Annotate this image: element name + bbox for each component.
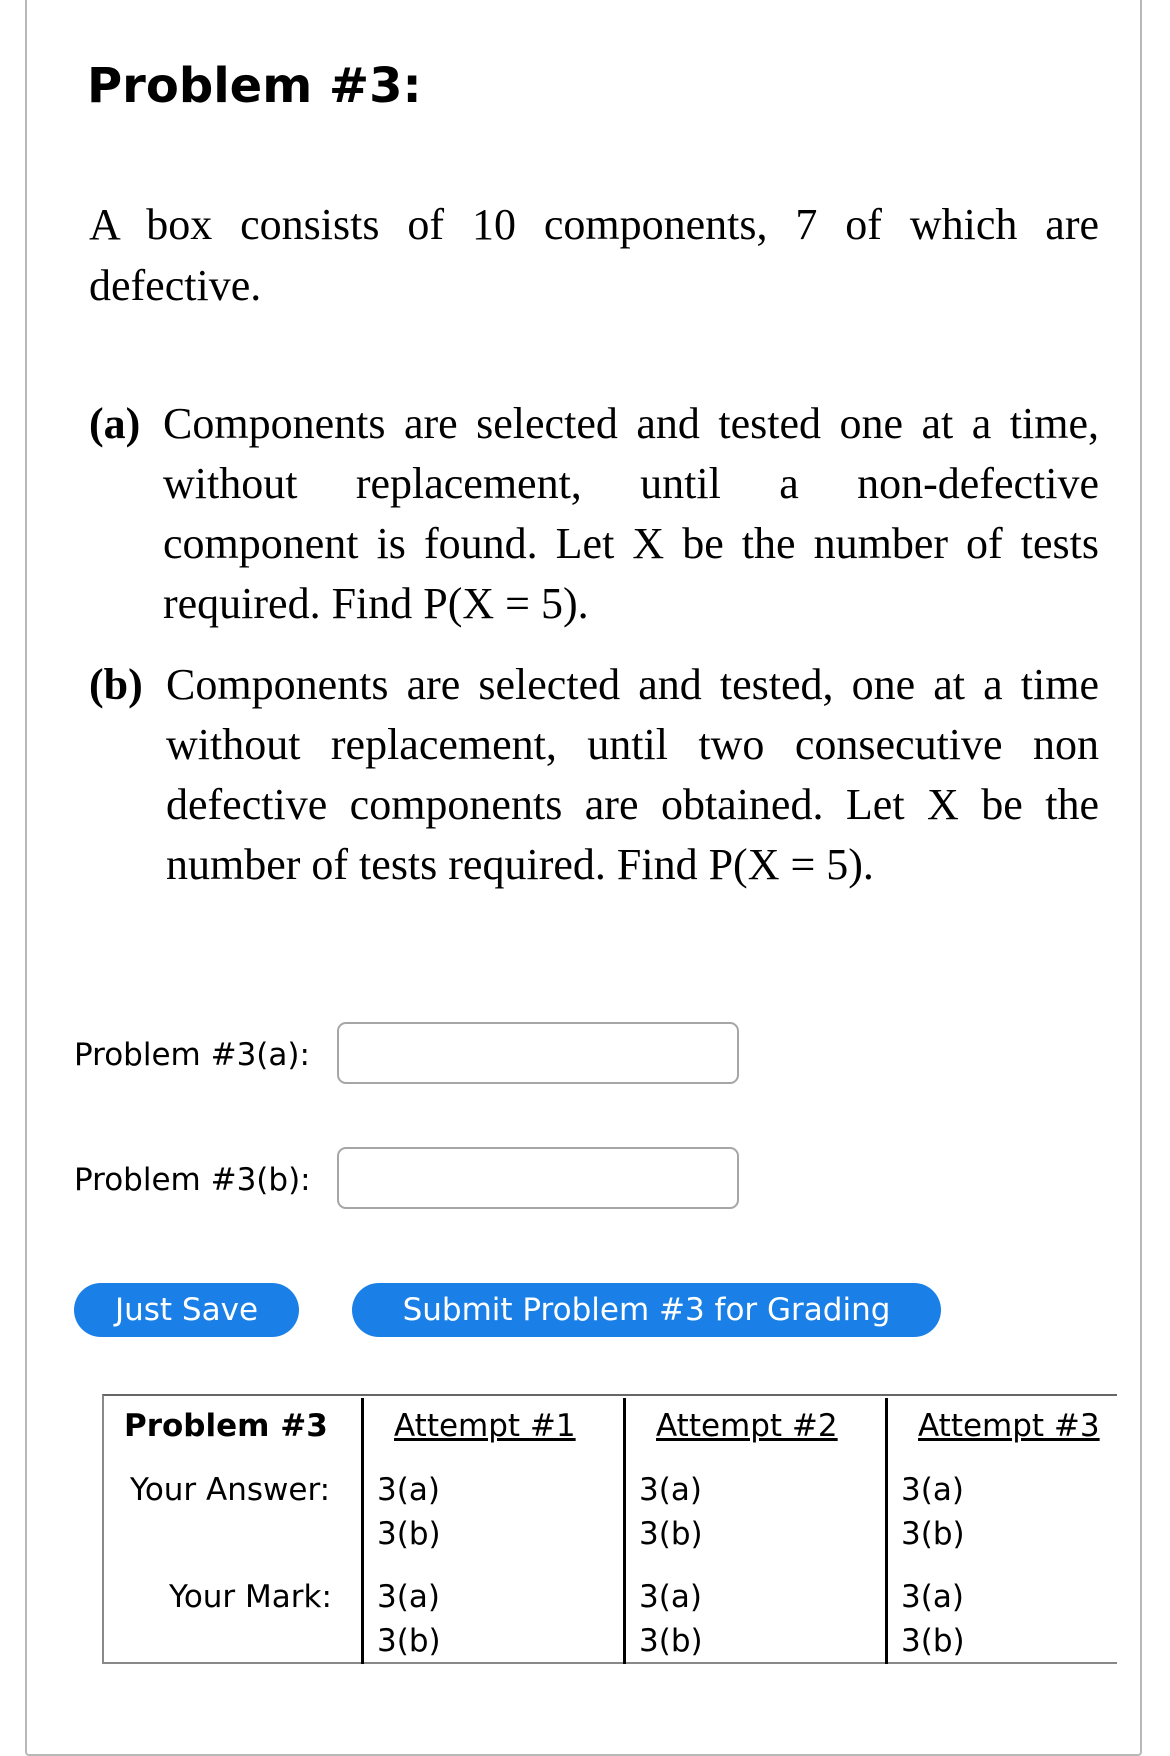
just-save-button[interactable]: Just Save (74, 1283, 299, 1337)
attempt-1-answer-b: 3(b) (377, 1516, 441, 1552)
attempt-3-mark-a: 3(a) (901, 1579, 964, 1615)
problem-intro: A box consists of 10 components, 7 of which are defective. (89, 200, 1099, 310)
attempt-3-mark-b: 3(b) (901, 1623, 965, 1659)
your-mark-label: Your Mark: (169, 1579, 332, 1615)
attempt-2-mark-b: 3(b) (639, 1623, 703, 1659)
attempt-3-answer-b: 3(b) (901, 1516, 965, 1552)
your-answer-label: Your Answer: (130, 1472, 331, 1508)
answer-a-input[interactable] (337, 1022, 739, 1084)
attempt-2-link[interactable]: Attempt #2 (656, 1408, 838, 1444)
attempt-1-answer-a: 3(a) (377, 1472, 440, 1508)
part-a-text: Components are selected and tested one at a time, without replacement, until a non-defective component is found. Let X be the number of tests required. Find P(X = 5). (163, 399, 1099, 628)
attempt-3-answer-a: 3(a) (901, 1472, 964, 1508)
attempts-table (102, 1394, 1117, 1664)
answer-b-label: Problem #3(b): (74, 1162, 311, 1198)
answer-a-label: Problem #3(a): (74, 1037, 310, 1073)
attempt-2-answer-b: 3(b) (639, 1516, 703, 1552)
attempt-1-mark-a: 3(a) (377, 1579, 440, 1615)
answer-b-input[interactable] (337, 1147, 739, 1209)
attempt-3-link[interactable]: Attempt #3 (918, 1408, 1100, 1444)
attempt-2-answer-a: 3(a) (639, 1472, 702, 1508)
part-b-label: (b) (89, 660, 143, 709)
attempts-header: Problem #3 (124, 1408, 328, 1444)
part-a (89, 394, 1099, 634)
attempt-2-mark-a: 3(a) (639, 1579, 702, 1615)
attempt-1-mark-b: 3(b) (377, 1623, 441, 1659)
problem-title: Problem #3: (87, 58, 422, 114)
part-b (89, 655, 1099, 895)
submit-grading-button[interactable]: Submit Problem #3 for Grading (352, 1283, 941, 1337)
part-a-label: (a) (89, 399, 141, 448)
attempt-1-link[interactable]: Attempt #1 (394, 1408, 576, 1444)
part-b-text: Components are selected and tested, one at a time without replacement, until two consecutive non defective components are obtained. Let X be the number of tests required. Find P(X = 5). (166, 660, 1099, 889)
